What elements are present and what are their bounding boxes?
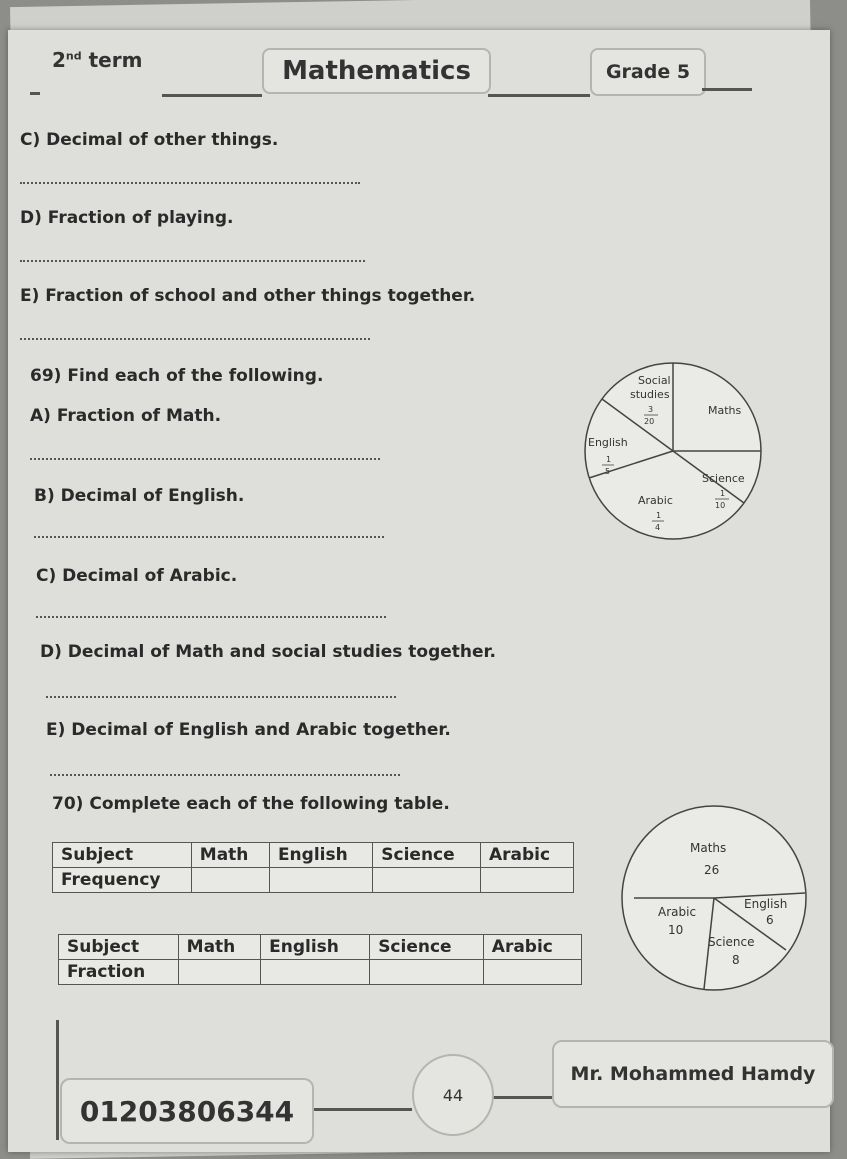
table-answer-cell[interactable] — [261, 960, 370, 985]
table-header-cell: Subject — [53, 843, 192, 868]
grade-label: Grade 5 — [590, 48, 706, 96]
table-answer-cell[interactable] — [483, 960, 581, 985]
question-69b: B) Decimal of English. — [34, 486, 245, 506]
answer-line[interactable] — [20, 182, 360, 184]
answer-line[interactable] — [50, 774, 400, 776]
table-header-cell: Arabic — [483, 935, 581, 960]
table-header-cell: Subject — [59, 935, 179, 960]
pie-chart-frequencies — [616, 800, 812, 996]
answer-line[interactable] — [20, 338, 370, 340]
question-70-heading: 70) Complete each of the following table. — [52, 794, 450, 814]
table-header-cell: English — [269, 843, 372, 868]
pie1-science-numerator: 1 — [720, 489, 726, 498]
question-69e: E) Decimal of English and Arabic together. — [46, 720, 451, 740]
table-header-cell: English — [261, 935, 370, 960]
table-header-cell: Math — [178, 935, 260, 960]
pie2-arabic-label: Arabic — [658, 905, 697, 919]
pie1-arabic-label: Arabic — [638, 494, 673, 507]
question-69d: D) Decimal of Math and social studies together. — [40, 642, 496, 662]
table-header-cell: Arabic — [480, 843, 573, 868]
pie1-social-numerator: 3 — [648, 405, 654, 414]
footer-rule-1 — [310, 1108, 412, 1111]
pie1-english-numerator: 1 — [606, 455, 612, 464]
table-row-label: Frequency — [53, 868, 192, 893]
frequency-table — [52, 842, 574, 893]
phone-number: 01203806344 — [60, 1078, 314, 1144]
pie2-maths-value: 26 — [704, 863, 720, 877]
question-c: C) Decimal of other things. — [20, 130, 279, 150]
fraction-table — [58, 934, 582, 985]
header-rule-2 — [488, 94, 590, 97]
pie2-english-value: 6 — [766, 913, 774, 927]
table-header-cell: Science — [373, 843, 481, 868]
table-answer-cell[interactable] — [373, 868, 481, 893]
question-69-heading: 69) Find each of the following. — [30, 366, 324, 386]
table-answer-cell[interactable] — [191, 868, 269, 893]
header-rule-3 — [702, 88, 752, 91]
header-rule-1 — [162, 94, 262, 97]
pie1-english-label: English — [588, 436, 628, 449]
pie2-english-label: English — [744, 897, 788, 911]
author-name: Mr. Mohammed Hamdy — [552, 1040, 834, 1108]
pie1-english-denominator: 5 — [605, 467, 611, 476]
pie1-social-label-2: studies — [630, 388, 670, 401]
table-row-label: Fraction — [59, 960, 179, 985]
term-label: 2nd term — [52, 48, 143, 72]
pie1-maths-label: Maths — [708, 404, 742, 417]
pie2-science-value: 8 — [732, 953, 740, 967]
page-title: Mathematics — [262, 48, 491, 94]
question-69a: A) Fraction of Math. — [30, 406, 222, 426]
question-d: D) Fraction of playing. — [20, 208, 234, 228]
question-e: E) Fraction of school and other things together. — [20, 286, 476, 306]
pie1-social-label: Social — [638, 374, 671, 387]
footer-rule-2 — [490, 1096, 552, 1099]
question-69c: C) Decimal of Arabic. — [36, 566, 238, 586]
pie2-science-label: Science — [708, 935, 755, 949]
table-header-cell: Science — [370, 935, 484, 960]
pie2-maths-label: Maths — [690, 841, 727, 855]
answer-line[interactable] — [46, 696, 396, 698]
answer-line[interactable] — [20, 260, 365, 262]
pie1-science-denominator: 10 — [715, 501, 726, 510]
table-answer-cell[interactable] — [370, 960, 484, 985]
table-answer-cell[interactable] — [269, 868, 372, 893]
table-header-cell: Math — [191, 843, 269, 868]
pie1-arabic-denominator: 4 — [655, 523, 661, 532]
table-answer-cell[interactable] — [480, 868, 573, 893]
table-answer-cell[interactable] — [178, 960, 260, 985]
pie1-science-label: Science — [702, 472, 745, 485]
pie2-arabic-value: 10 — [668, 923, 684, 937]
header-rule-left — [30, 92, 40, 95]
footer-rule-left — [56, 1020, 59, 1140]
answer-line[interactable] — [34, 536, 384, 538]
page-number: 44 — [412, 1054, 494, 1136]
pie1-arabic-numerator: 1 — [656, 511, 662, 520]
pie-chart-fractions — [578, 356, 768, 546]
pie1-social-denominator: 20 — [644, 417, 655, 426]
answer-line[interactable] — [30, 458, 380, 460]
answer-line[interactable] — [36, 616, 386, 618]
